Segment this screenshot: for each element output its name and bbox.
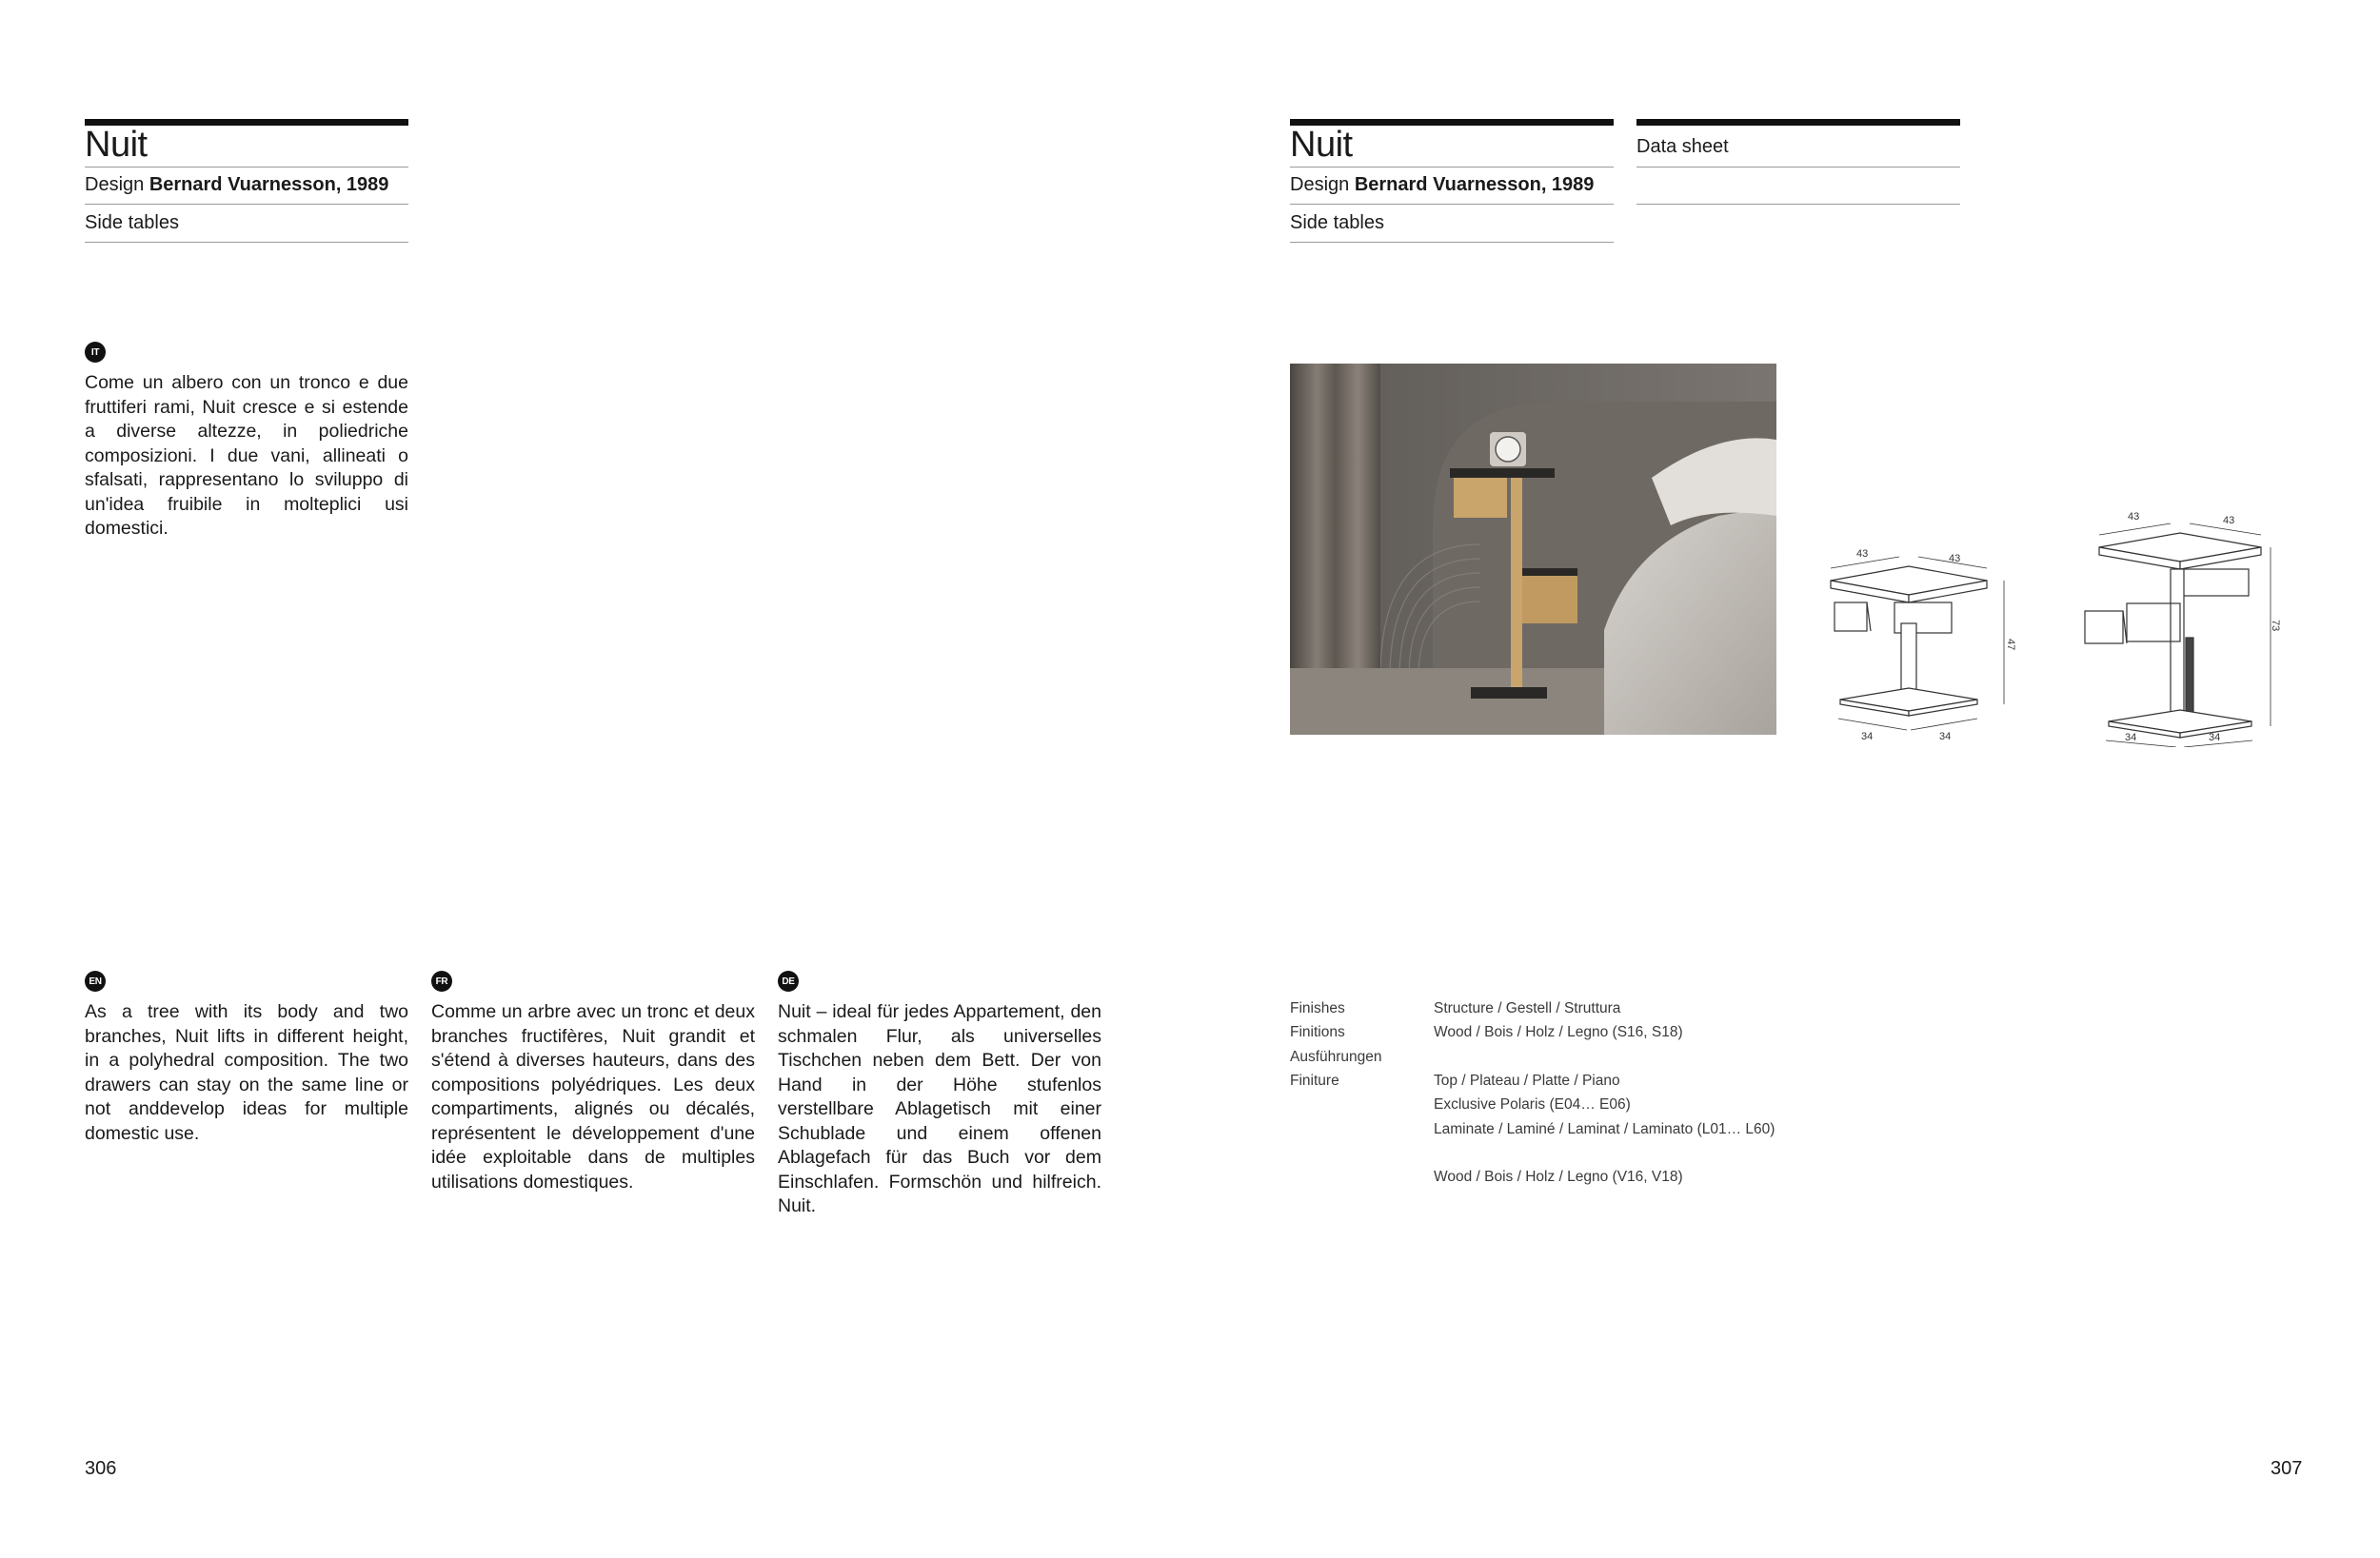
left-category: Side tables: [85, 212, 179, 233]
right-designer-name: Bernard Vuarnesson, 1989: [1354, 174, 1595, 195]
right-product-title: Nuit: [1290, 125, 1353, 165]
left-product-title: Nuit: [85, 125, 148, 165]
left-title-rule: [85, 167, 408, 168]
high-base-depth: 34: [2209, 732, 2221, 743]
left-designer-name: Bernard Vuarnesson, 1989: [149, 174, 389, 195]
right-title-rule: [1290, 167, 1614, 168]
product-photo-illustration: [1290, 364, 1776, 735]
datasheet-bar: [1636, 119, 1960, 126]
page-number-left: 306: [85, 1458, 117, 1479]
finishes-label-en: Finishes: [1290, 1000, 1345, 1016]
low-top-width: 43: [1856, 548, 1869, 560]
product-photo: [1290, 364, 1776, 735]
finish-laminate: Laminate / Laminé / Laminat / Laminato (L01… L60): [1434, 1121, 1775, 1137]
page-number-right: 307: [2271, 1458, 2303, 1479]
text-italian: Come un albero con un tronco e due fruttiferi rami, Nuit cresce e si estende a diverse altezze, in poliedriche composizioni. I due vani, allineati o sfalsati, rappresentano lo sviluppo di un'idea fruibile in molteplici usi domestici.: [85, 372, 408, 539]
low-base-depth: 34: [1939, 731, 1952, 742]
finish-top-wood: Wood / Bois / Holz / Legno (V16, V18): [1434, 1169, 1683, 1185]
finish-structure-wood: Wood / Bois / Holz / Legno (S16, S18): [1434, 1024, 1683, 1040]
finishes-label-de: Ausführungen: [1290, 1049, 1382, 1065]
left-designer-line: [85, 174, 388, 196]
left-design-prefix: Design: [85, 174, 145, 195]
finishes-label-it: Finiture: [1290, 1073, 1339, 1089]
datasheet-rule-2: [1636, 204, 1960, 205]
finish-exclusive: Exclusive Polaris (E04… E06): [1434, 1096, 1631, 1113]
right-designer-rule: [1290, 204, 1614, 205]
right-design-prefix: Design: [1290, 174, 1350, 195]
datasheet-rule-1: [1636, 167, 1960, 168]
lang-badge-fr: FR: [431, 971, 452, 992]
diagram-high-table: [2075, 504, 2285, 747]
finishes-label-fr: Finitions: [1290, 1024, 1345, 1040]
lang-badge-en: EN: [85, 971, 106, 992]
datasheet-label: Data sheet: [1636, 136, 1729, 157]
left-category-rule: [85, 242, 408, 243]
high-height: 73: [2270, 620, 2281, 632]
high-top-width: 43: [2128, 511, 2140, 523]
high-base-width: 34: [2125, 732, 2137, 743]
text-french: Comme un arbre avec un tronc et deux branches fructifères, Nuit grandit et s'étend à diverses hauteurs, dans des compositions polyédriques. Les deux compartiments, alignés ou décalés, représentent le développement d'une idée exploitable dans de multiples utilisations domestiques.: [431, 1001, 755, 1193]
lang-badge-de: DE: [778, 971, 799, 992]
text-english: As a tree with its body and two branches, Nuit lifts in different height, in a polyhedral composition. The two drawers can stay on the same line or not anddevelop ideas for multiple domestic use.: [85, 1001, 408, 1144]
right-category-rule: [1290, 242, 1614, 243]
high-top-depth: 43: [2223, 515, 2235, 526]
right-category: Side tables: [1290, 212, 1384, 233]
low-base-width: 34: [1861, 731, 1874, 742]
low-top-depth: 43: [1949, 553, 1961, 564]
finish-structure: Structure / Gestell / Struttura: [1434, 1000, 1621, 1016]
text-german: Nuit – ideal für jedes Appartement, den schmalen Flur, als universelles Tischchen neben dem Bett. Der von Hand in der Höhe stufenlos verstellbare Ablagetisch mit einer Schublade und einem offenen Ablagefach für das Buch vor dem Einschlafen. Formschön und hilfreich. Nuit.: [778, 1001, 1101, 1216]
lang-badge-it: IT: [85, 342, 106, 363]
left-designer-rule: [85, 204, 408, 205]
diagram-low-table: [1814, 538, 2033, 747]
finish-top: Top / Plateau / Platte / Piano: [1434, 1073, 1620, 1089]
right-designer-line: [1290, 174, 1594, 196]
low-height: 47: [2005, 639, 2016, 651]
